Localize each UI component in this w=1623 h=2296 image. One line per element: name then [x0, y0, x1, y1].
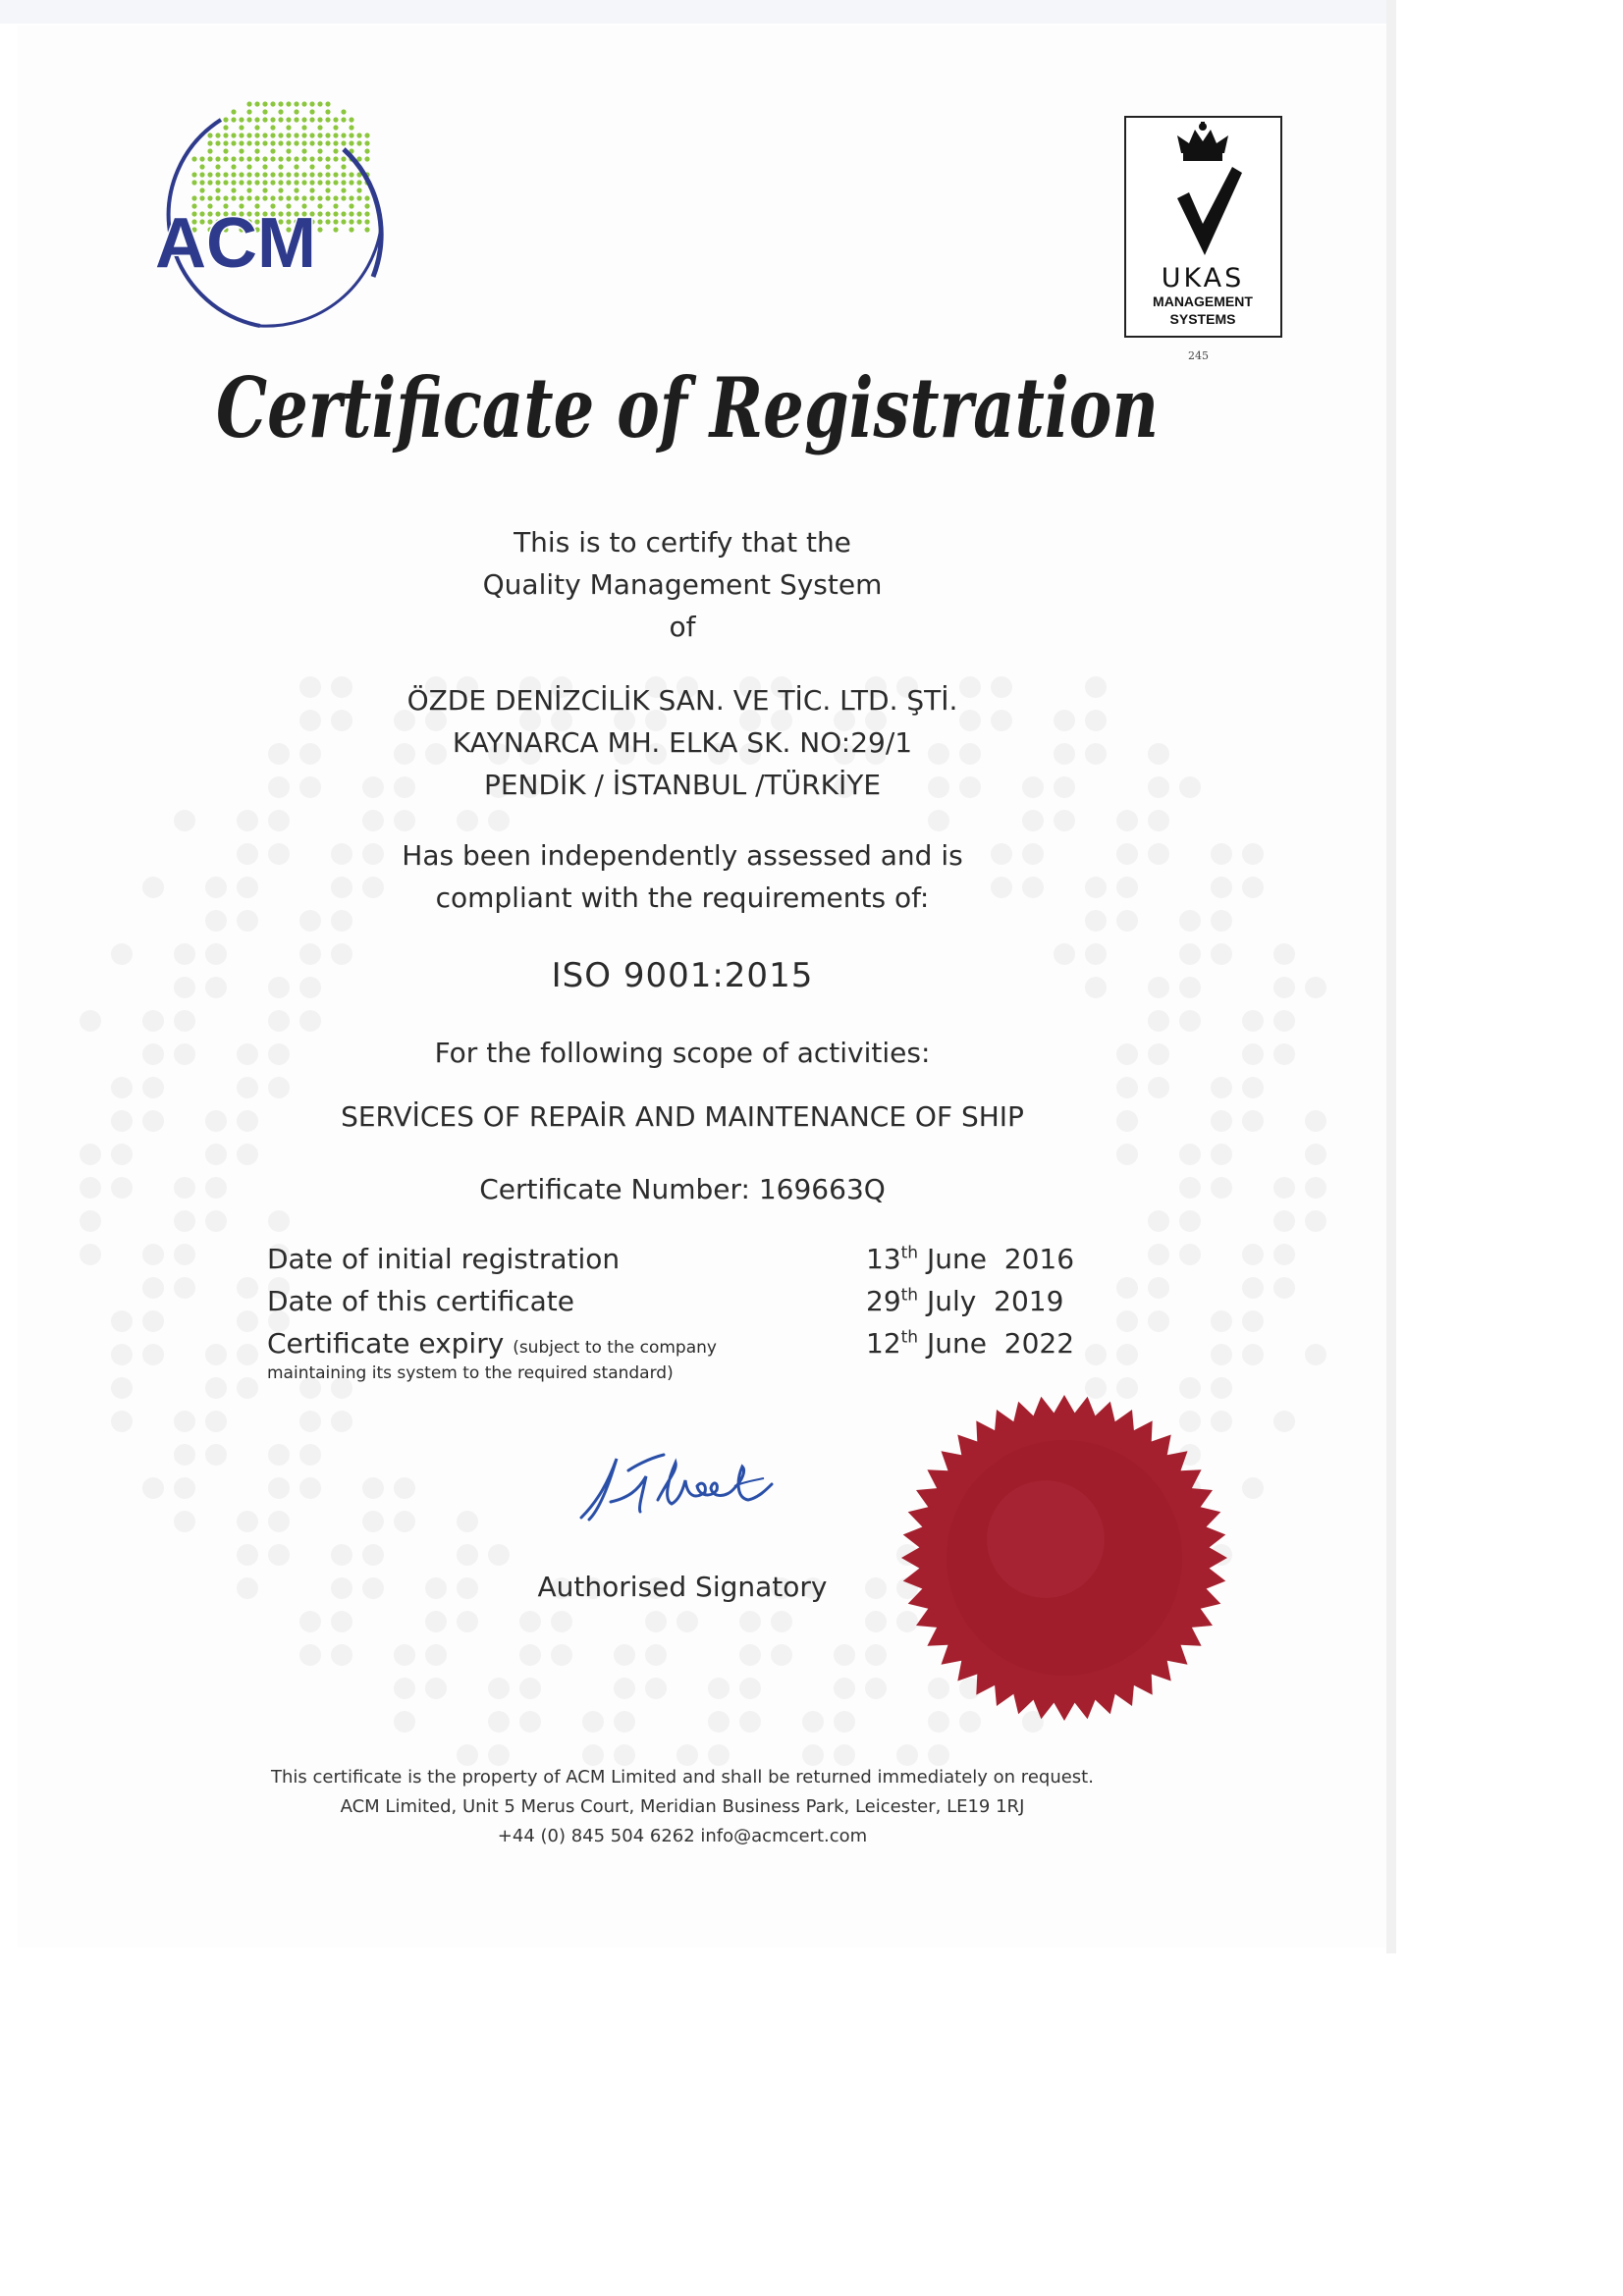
- acm-logo: [147, 90, 393, 336]
- this-certificate-label: Date of this certificate: [267, 1285, 574, 1317]
- intro-line-1: This is to certify that the: [514, 526, 851, 559]
- initial-registration-date: [866, 1243, 1074, 1275]
- this-rest: July 2019: [918, 1285, 1064, 1317]
- scope-text: SERVİCES OF REPAİR AND MAINTENANCE OF SHIP: [341, 1100, 1024, 1133]
- certificate-title: [206, 344, 1178, 471]
- company-address-2: PENDİK / İSTANBUL /TÜRKİYE: [483, 769, 882, 801]
- expiry-label-row: [267, 1327, 717, 1360]
- checkmark-icon: [1177, 167, 1242, 255]
- ukas-text: UKAS: [1161, 263, 1245, 294]
- this-certificate-date: [866, 1285, 1063, 1317]
- footer-line-3: +44 (0) 845 504 6262 info@acmcert.com: [497, 1826, 868, 1846]
- ukas-number: 245: [1188, 349, 1209, 362]
- initial-day: 13: [866, 1243, 901, 1275]
- expiry-note-1: (subject to the company: [513, 1338, 717, 1358]
- initial-rest: June 2016: [918, 1243, 1075, 1275]
- scope-label: For the following scope of activities:: [434, 1037, 931, 1069]
- red-seal-icon: [898, 1392, 1230, 1724]
- iso-standard: ISO 9001:2015: [551, 956, 814, 995]
- intro-line-3: of: [669, 611, 696, 643]
- company-name: ÖZDE DENİZCİLİK SAN. VE TİC. LTD. ŞTİ.: [406, 684, 958, 717]
- intro-line-2: Quality Management System: [482, 568, 883, 601]
- expiry-note-2: maintaining its system to the required standard): [267, 1363, 674, 1383]
- crown-icon: [1177, 122, 1228, 161]
- title-text: Certificate of Registration: [216, 359, 1159, 456]
- ukas-sub2: SYSTEMS: [1169, 311, 1236, 327]
- initial-registration-label: Date of initial registration: [267, 1243, 621, 1275]
- this-day: 29: [866, 1285, 901, 1317]
- ukas-sub1: MANAGEMENT: [1153, 294, 1253, 309]
- company-address-1: KAYNARCA MH. ELKA SK. NO:29/1: [452, 726, 913, 759]
- assessment-line-1: Has been independently assessed and is: [402, 839, 963, 872]
- footer-line-2: ACM Limited, Unit 5 Merus Court, Meridian Business Park, Leicester, LE19 1RJ: [340, 1796, 1025, 1817]
- acm-logo-text: ACM: [155, 204, 316, 283]
- expiry-suffix: th: [900, 1327, 919, 1348]
- footer-line-1: This certificate is the property of ACM Limited and shall be returned immediately on request.: [271, 1767, 1094, 1788]
- expiry-date: [866, 1327, 1074, 1360]
- signature-image: [569, 1441, 825, 1529]
- expiry-label: Certificate expiry: [267, 1327, 505, 1360]
- certificate-number: Certificate Number: 169663Q: [479, 1173, 886, 1205]
- authorised-signatory: Authorised Signatory: [537, 1571, 828, 1603]
- initial-suffix: th: [900, 1243, 919, 1263]
- expiry-day: 12: [866, 1327, 901, 1360]
- this-suffix: th: [900, 1285, 919, 1306]
- ukas-logo: [1124, 116, 1282, 338]
- expiry-rest: June 2022: [918, 1327, 1075, 1360]
- assessment-line-2: compliant with the requirements of:: [435, 881, 930, 914]
